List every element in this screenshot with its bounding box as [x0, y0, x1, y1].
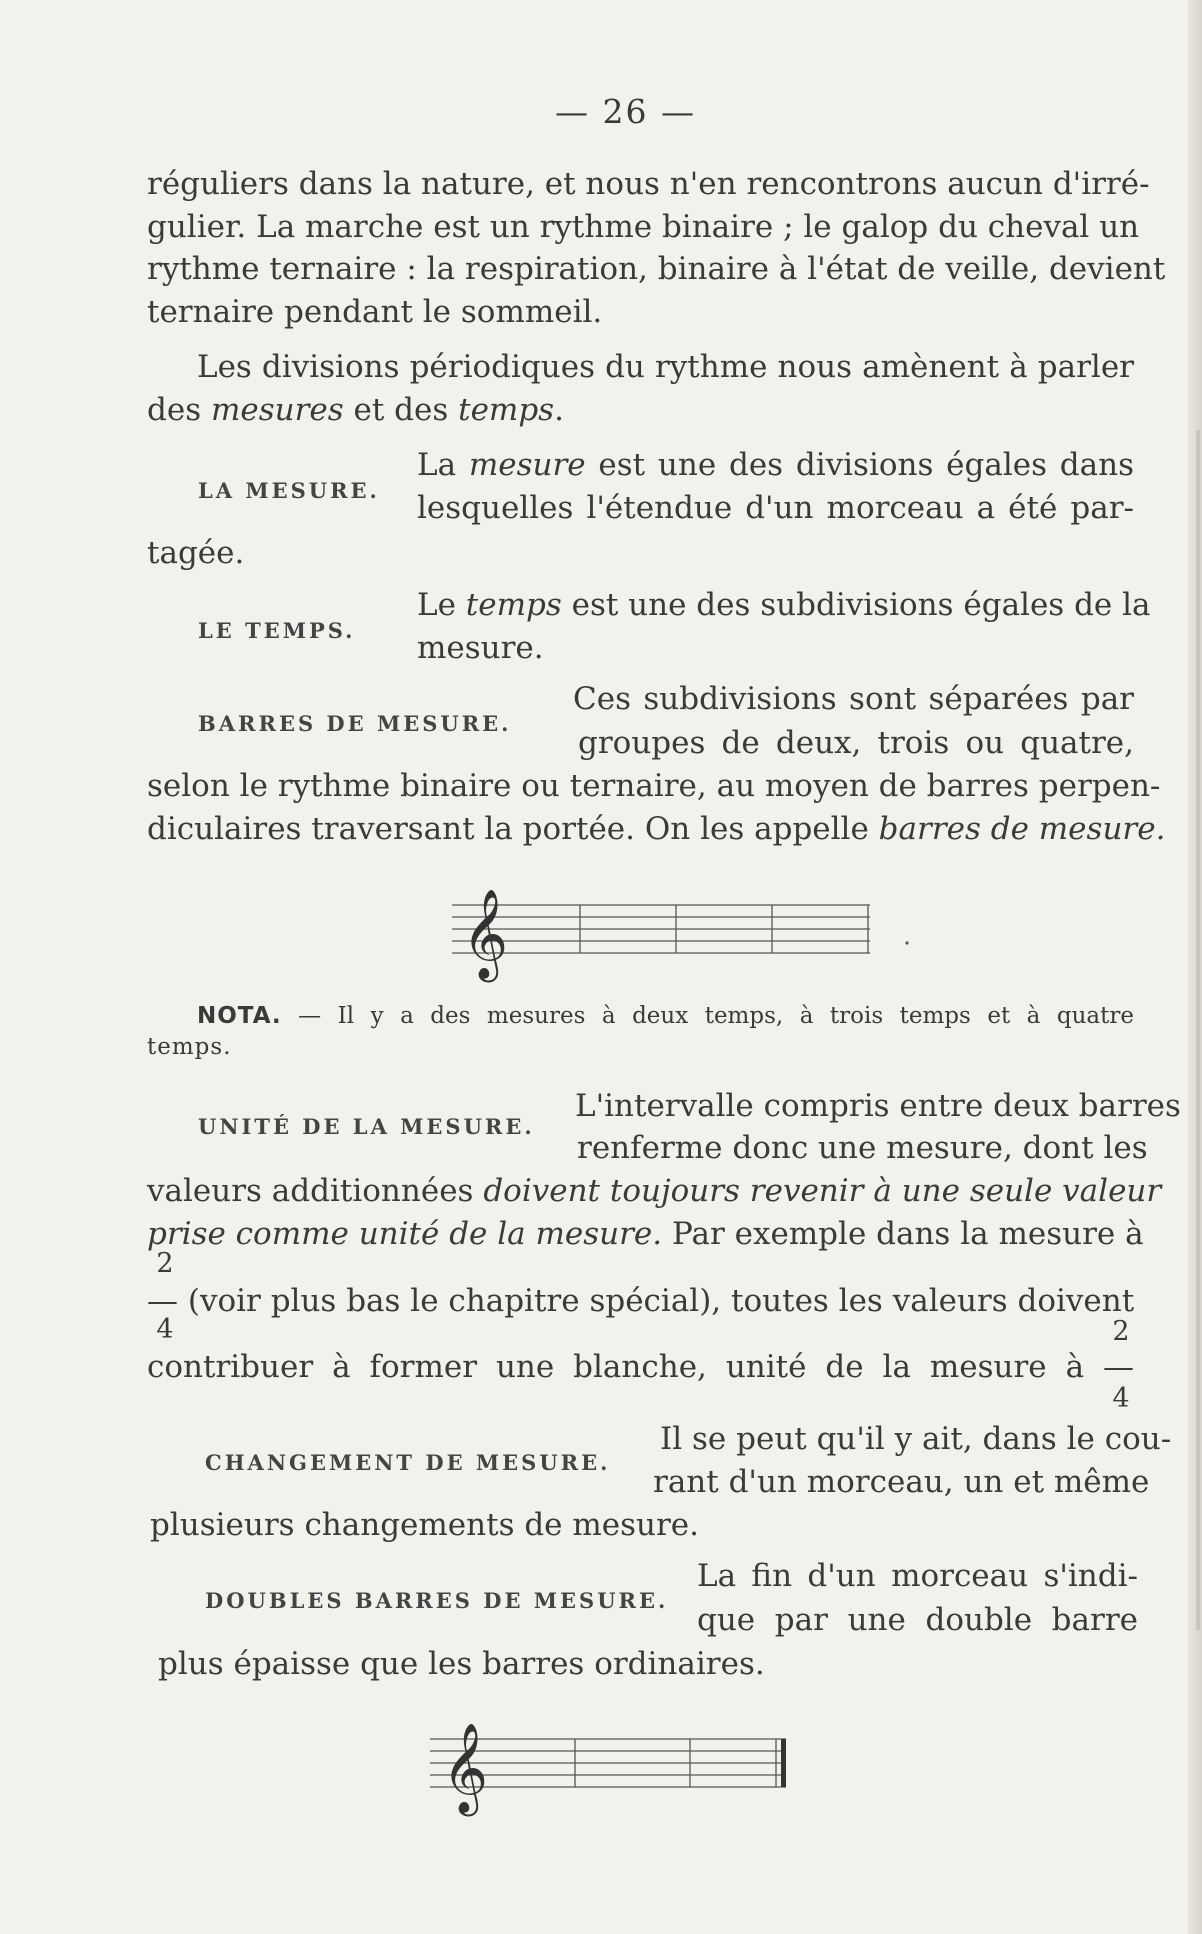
- barres-line-1: Ces subdivisions sont séparées par: [573, 681, 1134, 717]
- heading-barres-de-mesure: BARRES DE MESURE.: [198, 711, 512, 736]
- nota-line: NOTA. — Il y a des mesures à deux temps, à trois temps et à quatre: [197, 1003, 1134, 1029]
- doubles-line-2: que par une double barre: [697, 1602, 1138, 1638]
- heading-changement-de-mesure: CHANGEMENT DE MESURE.: [205, 1450, 611, 1475]
- temps-line-2: mesure.: [417, 630, 544, 666]
- music-staff-example-2: [420, 1720, 800, 1830]
- unite-line-6: contribuer à former une blanche, unité de la mesure à —: [147, 1349, 1134, 1385]
- divisions-line-2: des mesures et des temps.: [147, 392, 564, 428]
- barres-line-2: groupes de deux, trois ou quatre,: [578, 725, 1134, 761]
- fraction-2-denominator: 4: [1112, 1383, 1130, 1414]
- mesure-line-1: La mesure est une des divisions égales dans: [417, 447, 1134, 483]
- changement-line-2: rant d'un morceau, un et même: [653, 1464, 1150, 1500]
- heading-doubles-barres-de-mesure: DOUBLES BARRES DE MESURE.: [205, 1588, 669, 1613]
- heading-le-temps: LE TEMPS.: [198, 618, 356, 643]
- music-staff-example-1: [440, 888, 960, 998]
- nota-continuation: temps.: [147, 1034, 232, 1060]
- unite-line-1: L'intervalle compris entre deux barres: [575, 1088, 1181, 1124]
- unite-line-2: renferme donc une mesure, dont les: [577, 1130, 1148, 1166]
- doubles-line-3: plus épaisse que les barres ordinaires.: [158, 1646, 765, 1682]
- double-bar-thick-line: [781, 1739, 786, 1787]
- mesure-line-2: lesquelles l'étendue d'un morceau a été par-: [417, 490, 1134, 526]
- fraction-1-denominator: 4: [156, 1314, 174, 1345]
- heading-unite-de-la-mesure: UNITÉ DE LA MESURE.: [198, 1114, 535, 1139]
- intro-line-2: gulier. La marche est un rythme binaire ; le galop du cheval un: [147, 209, 1140, 245]
- temps-line-1: Le temps est une des subdivisions égales de la: [417, 587, 1151, 623]
- intro-line-3: rythme ternaire : la respiration, binaire à l'état de veille, devient: [147, 251, 1166, 287]
- treble-clef-icon: 𝄞: [462, 889, 509, 979]
- doubles-line-1: La fin d'un morceau s'indi-: [697, 1558, 1138, 1594]
- heading-la-mesure: LA MESURE.: [198, 478, 380, 503]
- fraction-1-numerator: 2: [156, 1248, 174, 1279]
- changement-line-3: plusieurs changements de mesure.: [150, 1507, 700, 1543]
- unite-line-5: — (voir plus bas le chapitre spécial), toutes les valeurs doivent: [147, 1283, 1135, 1319]
- unite-line-3: valeurs additionnées doivent toujours revenir à une seule valeur: [147, 1173, 1162, 1209]
- page-fold-shadow: [1196, 430, 1200, 1630]
- intro-line-1: réguliers dans la nature, et nous n'en rencontrons aucun d'irré-: [147, 166, 1150, 202]
- barres-line-4: diculaires traversant la portée. On les appelle barres de mesure.: [147, 811, 1166, 847]
- page-number: — 26 —: [555, 92, 696, 131]
- divisions-line-1: Les divisions périodiques du rythme nous amènent à parler: [197, 349, 1134, 385]
- barres-line-3: selon le rythme binaire ou ternaire, au moyen de barres perpen-: [147, 768, 1161, 804]
- unite-line-4: prise comme unité de la mesure. Par exemple dans la mesure à: [147, 1216, 1144, 1252]
- nota-label: NOTA.: [197, 1003, 282, 1029]
- treble-clef-icon: 𝄞: [442, 1723, 489, 1813]
- fraction-2-numerator: 2: [1112, 1316, 1130, 1347]
- changement-line-1: Il se peut qu'il y ait, dans le cou-: [660, 1421, 1172, 1457]
- mesure-line-3: tagée.: [147, 535, 245, 571]
- intro-line-4: ternaire pendant le sommeil.: [147, 294, 603, 330]
